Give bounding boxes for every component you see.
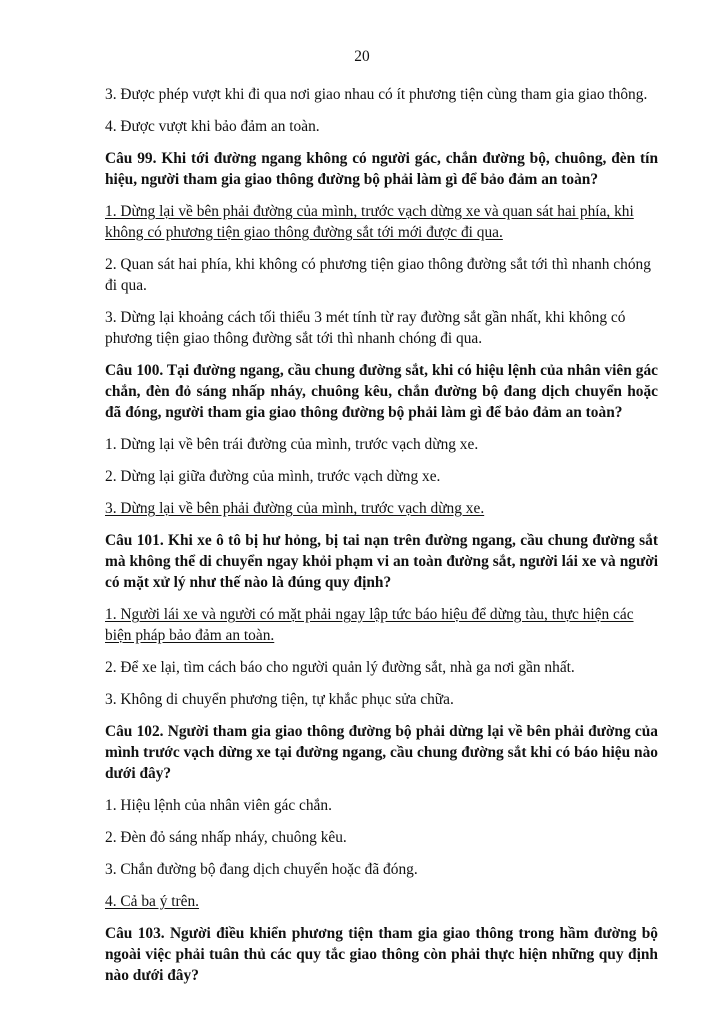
- answer-option: 2. Để xe lại, tìm cách báo cho người quản lý đường sắt, nhà ga nơi gần nhất.: [105, 659, 575, 676]
- answer-option: 1. Dừng lại về bên trái đường của mình, trước vạch dừng xe.: [105, 436, 479, 453]
- question-102: Câu 102. Người tham gia giao thông đường bộ phải dừng lại về bên phải đường của mình trước vạch dừng xe tại đường ngang, cầu chung đường sắt khi có báo hiệu nào dưới đây?: [105, 723, 658, 782]
- answer-option: 3. Được phép vượt khi đi qua nơi giao nhau có ít phương tiện cùng tham gia giao thông.: [105, 86, 648, 103]
- question-99: Câu 99. Khi tới đường ngang không có người gác, chắn đường bộ, chuông, đèn tín hiệu, người tham gia giao thông đường bộ phải làm gì để bảo đảm an toàn?: [105, 150, 658, 188]
- answer-option: 4. Được vượt khi bảo đảm an toàn.: [105, 118, 320, 135]
- answer-option: 2. Đèn đỏ sáng nhấp nháy, chuông kêu.: [105, 829, 347, 846]
- question-100: Câu 100. Tại đường ngang, cầu chung đường sắt, khi có hiệu lệnh của nhân viên gác chắn, đèn đỏ sáng nhấp nháy, chuông kêu, chắn đường bộ đang dịch chuyển hoặc đã đóng, người tham gia giao thông đường bộ phải làm gì để bảo đảm an toàn?: [105, 362, 658, 421]
- question-101: Câu 101. Khi xe ô tô bị hư hỏng, bị tai nạn trên đường ngang, cầu chung đường sắt mà không thể di chuyển ngay khỏi phạm vi an toàn đường sắt, người lái xe và người có mặt xử lý như thế nào là đúng quy định?: [105, 532, 658, 591]
- page-content: [105, 84, 658, 997]
- answer-option: 1. Hiệu lệnh của nhân viên gác chắn.: [105, 797, 332, 814]
- question-103: Câu 103. Người điều khiển phương tiện tham gia giao thông trong hầm đường bộ ngoài việc phải tuân thủ các quy tắc giao thông còn phải thực hiện những quy định nào dưới đây?: [105, 925, 658, 984]
- answer-option: 2. Quan sát hai phía, khi không có phương tiện giao thông đường sắt tới thì nhanh chóng đi qua.: [105, 256, 651, 294]
- answer-option: 3. Không di chuyển phương tiện, tự khắc phục sửa chữa.: [105, 691, 454, 708]
- answer-option: 2. Dừng lại giữa đường của mình, trước vạch dừng xe.: [105, 468, 441, 485]
- answer-option-correct: 3. Dừng lại về bên phải đường của mình, trước vạch dừng xe.: [105, 500, 485, 517]
- page-number: 20: [354, 48, 370, 65]
- answer-option-correct: 1. Người lái xe và người có mặt phải ngay lập tức báo hiệu để dừng tàu, thực hiện các biện pháp bảo đảm an toàn.: [105, 606, 634, 644]
- answer-option: 3. Dừng lại khoảng cách tối thiểu 3 mét tính từ ray đường sắt gần nhất, khi không có phương tiện giao thông đường sắt tới thì nhanh chóng đi qua.: [105, 309, 626, 347]
- answer-option-correct: 1. Dừng lại về bên phải đường của mình, trước vạch dừng xe và quan sát hai phía, khi không có phương tiện giao thông đường sắt tới mới được đi qua.: [105, 203, 634, 241]
- answer-option: 3. Chắn đường bộ đang dịch chuyển hoặc đã đóng.: [105, 861, 418, 878]
- answer-option-correct: 4. Cả ba ý trên.: [105, 893, 200, 910]
